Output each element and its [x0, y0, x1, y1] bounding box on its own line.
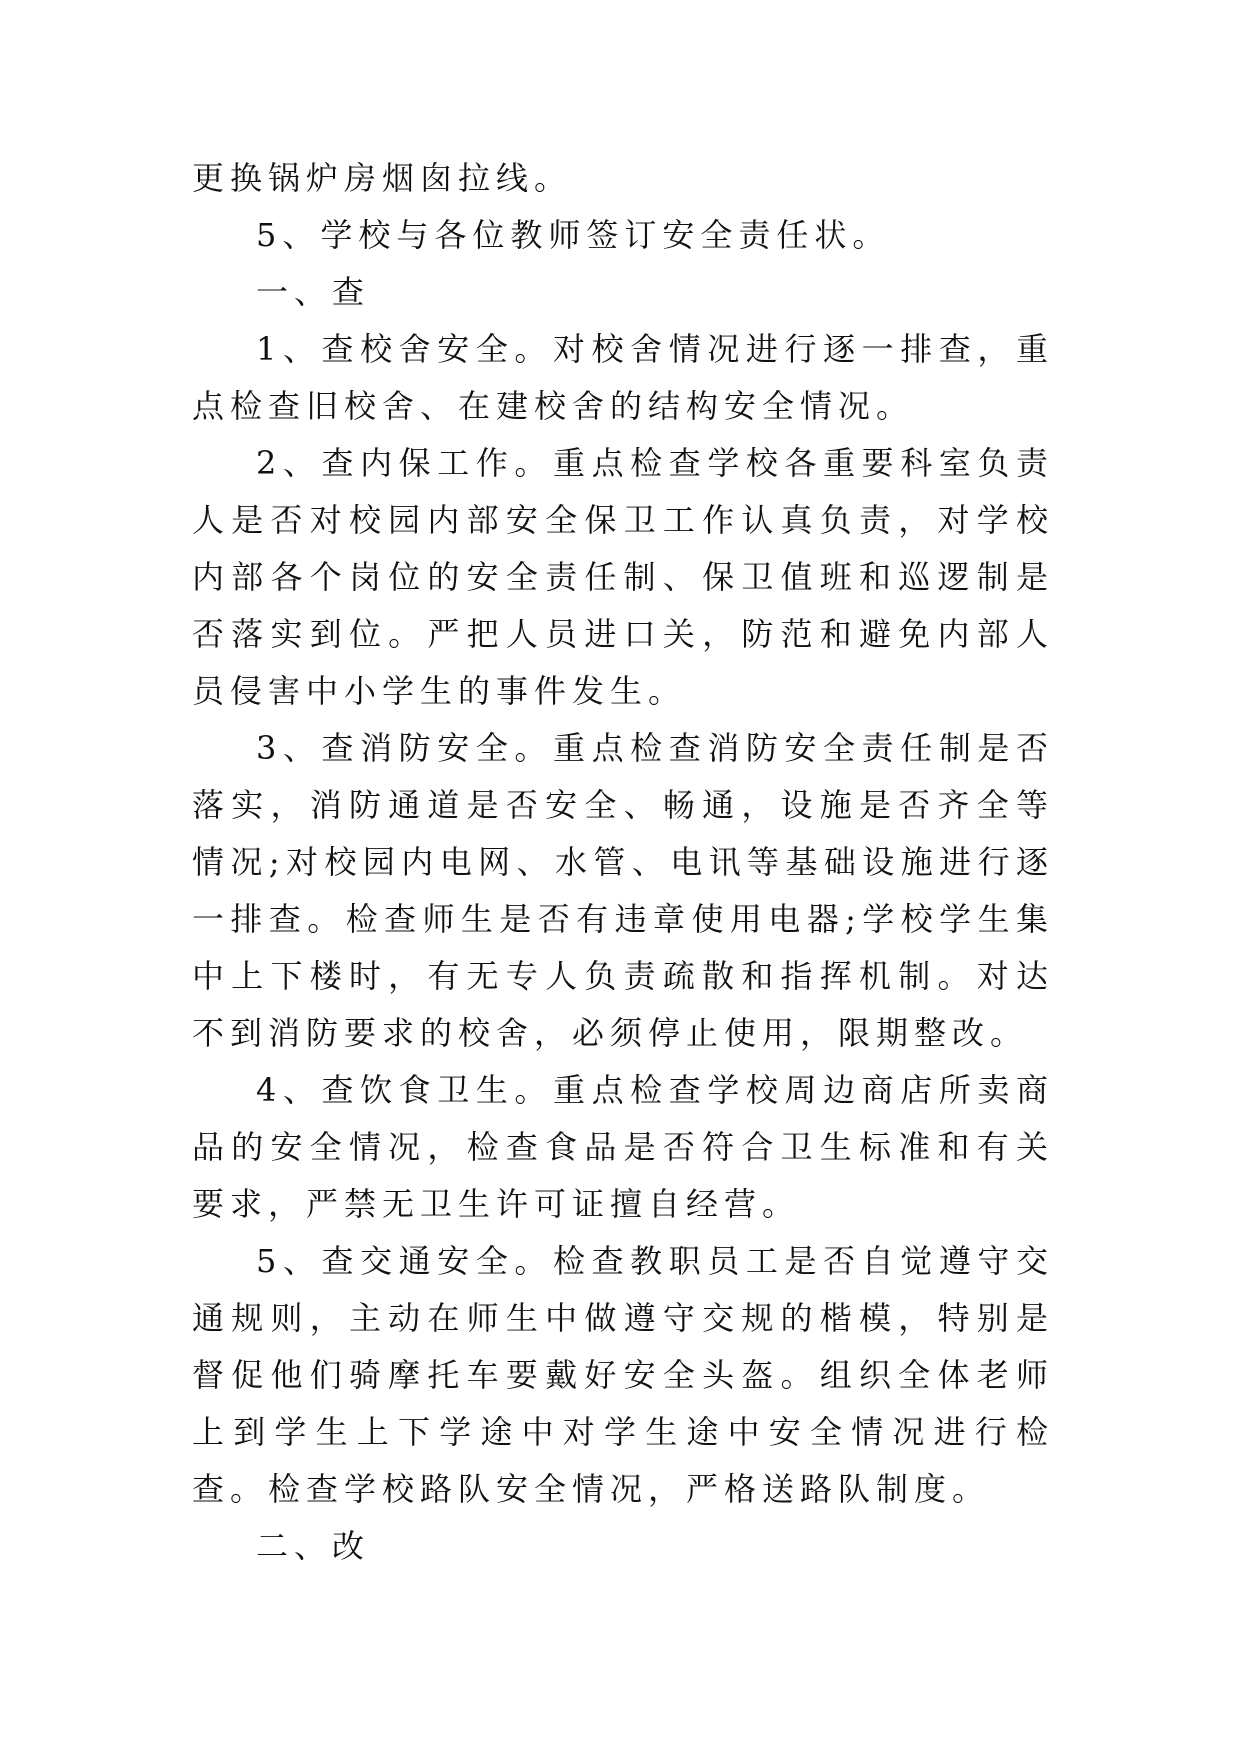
paragraph-item-2-internal-security: 2、查内保工作。重点检查学校各重要科室负责人是否对校园内部安全保卫工作认真负责，对学校内部各个岗位的安全责任制、保卫值班和巡逻制是否落实到位。严把人员进口关，防范和避免内部人员侵害中小学生的事件发生。: [192, 444, 1054, 710]
paragraph-item-5-traffic-safety: 5、查交通安全。检查教职员工是否自觉遵守交通规则，主动在师生中做遵守交规的楷模，特别是督促他们骑摩托车要戴好安全头盔。组织全体老师上到学生上下学途中对学生途中安全情况进行检查。检查学校路队安全情况，严格送路队制度。: [192, 1242, 1054, 1508]
section-heading-inspect: 一、查: [256, 273, 371, 311]
paragraph-item-5-responsibility: 5、学校与各位教师签订安全责任状。: [256, 216, 891, 254]
paragraph-item-1-school-buildings: 1、查校舍安全。对校舍情况进行逐一排查，重点检查旧校舍、在建校舍的结构安全情况。: [192, 330, 1054, 425]
document-body: [192, 150, 1054, 1575]
paragraph-item-3-fire-safety: 3、查消防安全。重点检查消防安全责任制是否落实，消防通道是否安全、畅通，设施是否齐全等情况;对校园内电网、水管、电讯等基础设施进行逐一排查。检查师生是否有违章使用电器;学校学生集中上下楼时，有无专人负责疏散和指挥机制。对达不到消防要求的校舍，必须停止使用，限期整改。: [192, 729, 1054, 1052]
paragraph-item-4-food-hygiene: 4、查饮食卫生。重点检查学校周边商店所卖商品的安全情况，检查食品是否符合卫生标准和有关要求，严禁无卫生许可证擅自经营。: [192, 1071, 1054, 1223]
paragraph-continuation: 更换锅炉房烟囱拉线。: [192, 159, 573, 197]
section-heading-rectify: 二、改: [256, 1527, 371, 1565]
